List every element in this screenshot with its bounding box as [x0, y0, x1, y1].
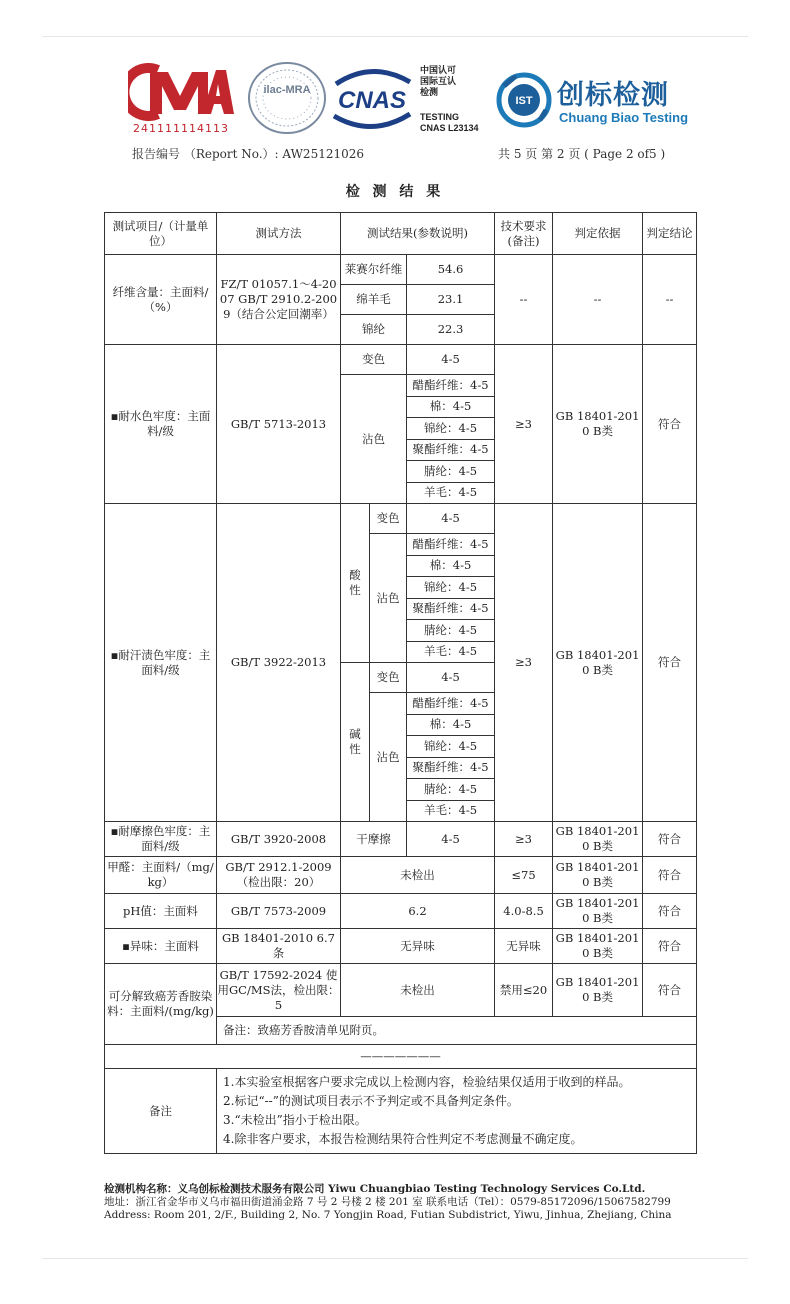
alkali-stain-value: 醋酯纤维：4-5: [407, 693, 495, 715]
rubbing-label: 干摩擦: [341, 822, 407, 857]
alkali-change-value: 4-5: [407, 663, 495, 693]
water-stain-value: 棉：4-5: [407, 396, 495, 418]
cnas-en-line: TESTING: [420, 112, 460, 122]
remark-item: 3.“未检出”指小于检出限。: [223, 1113, 367, 1127]
rubbing-item: ▪耐摩擦色牢度：主面料/级: [105, 822, 217, 857]
remark-item: 4.除非客户要求，本报告检测结果符合性判定不考虑测量不确定度。: [223, 1132, 583, 1146]
ph-conclusion: 符合: [643, 894, 697, 929]
cnas-en-line: CNAS L23134: [420, 123, 479, 133]
sweat-method: GB/T 3922-2013: [217, 504, 341, 822]
table-row: [105, 929, 697, 964]
ist-logo: [496, 72, 552, 128]
company-name-en: Chuang Biao Testing: [559, 110, 689, 125]
amine-basis: GB 18401-2010 B类: [553, 964, 643, 1017]
formaldehyde-conclusion: 符合: [643, 857, 697, 894]
company-name-cn: 创标检测: [557, 80, 669, 111]
odor-conclusion: 符合: [643, 929, 697, 964]
amine-method: GB/T 17592-2024 使用GC/MS法，检出限：5: [217, 964, 341, 1017]
water-requirement: ≥3: [495, 345, 553, 504]
remark-item: 1.本实验室根据客户要求完成以上检测内容，检验结果仅适用于收到的样品。: [223, 1075, 631, 1089]
cnas-cn-text: [420, 66, 456, 99]
cnas-en-text: [420, 112, 500, 134]
acid-stain-value: 棉：4-5: [407, 555, 495, 577]
fiber-basis: --: [553, 255, 643, 345]
alkali-stain-label: 沾色: [370, 693, 407, 822]
ph-item: pH值：主面料: [105, 894, 217, 929]
fiber-method: FZ/T 01057.1～4-2007 GB/T 2910.2-2009（结合公定回潮率）: [217, 255, 341, 345]
sweat-item: ▪耐汗渍色牢度：主面料/级: [105, 504, 217, 822]
water-stain-label: 沾色: [341, 375, 407, 504]
odor-item: ▪异味：主面料: [105, 929, 217, 964]
header-item: 测试项目/（计量单位）: [105, 213, 217, 255]
alkali-stain-value: 腈纶：4-5: [407, 779, 495, 801]
rubbing-requirement: ≥3: [495, 822, 553, 857]
odor-requirement: 无异味: [495, 929, 553, 964]
amine-item: 可分解致癌芳香胺染料：主面料/(mg/kg): [105, 964, 217, 1045]
alkali-stain-value: 羊毛：4-5: [407, 800, 495, 822]
top-divider: [42, 36, 748, 37]
fiber-value: 54.6: [407, 255, 495, 285]
alkali-stain-value: 棉：4-5: [407, 714, 495, 736]
water-basis: GB 18401-2010 B类: [553, 345, 643, 504]
formaldehyde-item: 甲醛：主面料/（mg/kg）: [105, 857, 217, 894]
table-row: [105, 857, 697, 894]
formaldehyde-requirement: ≤75: [495, 857, 553, 894]
page-title: 检 测 结 果: [345, 184, 445, 200]
sweat-requirement: ≥3: [495, 504, 553, 822]
acid-stain-value: 醋酯纤维：4-5: [407, 534, 495, 556]
water-change-value: 4-5: [407, 345, 495, 375]
cnas-logo-text: CNAS: [337, 87, 407, 114]
water-method: GB/T 5713-2013: [217, 345, 341, 504]
water-item: ▪耐水色牢度：主面料/级: [105, 345, 217, 504]
footer-address-en: Address: Room 201, 2/F., Building 2, No. 7 Yongjin Road, Futian Subdistrict, Yiwu, Jinhua, Zhejiang, China: [104, 1209, 672, 1221]
table-row: [105, 894, 697, 929]
water-stain-value: 锦纶：4-5: [407, 418, 495, 440]
ph-method: GB/T 7573-2009: [217, 894, 341, 929]
ilac-mra-logo: [246, 60, 328, 136]
table-divider: ———————: [105, 1045, 697, 1069]
header-method: 测试方法: [217, 213, 341, 255]
table-row: [105, 345, 697, 375]
cnas-cn-line: 国际互认: [420, 77, 457, 87]
rubbing-conclusion: 符合: [643, 822, 697, 857]
fiber-value: 22.3: [407, 315, 495, 345]
odor-method: GB 18401-2010 6.7条: [217, 929, 341, 964]
header-basis: 判定依据: [553, 213, 643, 255]
ph-basis: GB 18401-2010 B类: [553, 894, 643, 929]
fiber-item: 纤维含量：主面料/（%）: [105, 255, 217, 345]
fiber-requirement: --: [495, 255, 553, 345]
water-stain-value: 醋酯纤维：4-5: [407, 375, 495, 397]
acid-label: 酸性: [341, 504, 370, 663]
fiber-value: 23.1: [407, 285, 495, 315]
water-change-label: 变色: [341, 345, 407, 375]
acid-change-value: 4-5: [407, 504, 495, 534]
table-row: [105, 964, 697, 1017]
ph-requirement: 4.0-8.5: [495, 894, 553, 929]
page-info: 共 5 页 第 2 页 ( Page 2 of5 ): [498, 147, 666, 161]
acid-stain-value: 锦纶：4-5: [407, 577, 495, 599]
alkali-stain-value: 聚酯纤维：4-5: [407, 757, 495, 779]
alkali-stain-value: 锦纶：4-5: [407, 736, 495, 758]
table-row: [105, 255, 697, 285]
acid-change-label: 变色: [370, 504, 407, 534]
table-row: [105, 1045, 697, 1069]
formaldehyde-basis: GB 18401-2010 B类: [553, 857, 643, 894]
cnas-logo: [326, 66, 418, 132]
acid-stain-value: 腈纶：4-5: [407, 620, 495, 642]
amine-requirement: 禁用≤20: [495, 964, 553, 1017]
water-stain-value: 腈纶：4-5: [407, 461, 495, 483]
acid-stain-label: 沾色: [370, 534, 407, 663]
water-stain-value: 羊毛：4-5: [407, 482, 495, 504]
table-row: [105, 1069, 697, 1154]
odor-basis: GB 18401-2010 B类: [553, 929, 643, 964]
rubbing-basis: GB 18401-2010 B类: [553, 822, 643, 857]
odor-result: 无异味: [341, 929, 495, 964]
water-conclusion: 符合: [643, 345, 697, 504]
results-table: [104, 212, 697, 1154]
sweat-basis: GB 18401-2010 B类: [553, 504, 643, 822]
ma-number: 241111114113: [133, 122, 229, 135]
fiber-name: 莱赛尔纤维: [341, 255, 407, 285]
table-row: [105, 822, 697, 857]
cma-logo: [128, 62, 234, 122]
ist-badge-text: IST: [515, 95, 533, 107]
sweat-conclusion: 符合: [643, 504, 697, 822]
header-result: 测试结果(参数说明): [341, 213, 495, 255]
alkali-label: 碱性: [341, 663, 370, 822]
acid-stain-value: 羊毛：4-5: [407, 641, 495, 663]
footer: [104, 1183, 672, 1222]
acid-stain-value: 聚酯纤维：4-5: [407, 598, 495, 620]
table-header-row: [105, 213, 697, 255]
header-conclusion: 判定结论: [643, 213, 697, 255]
ilac-text: ilac-MRA: [263, 84, 311, 96]
rubbing-method: GB/T 3920-2008: [217, 822, 341, 857]
header-logos: [128, 60, 688, 138]
water-stain-value: 聚酯纤维：4-5: [407, 439, 495, 461]
table-row: [105, 504, 697, 534]
amine-result: 未检出: [341, 964, 495, 1017]
bottom-divider: [42, 1258, 748, 1259]
footer-org: 检测机构名称：义乌创标检测技术服务有限公司 Yiwu Chuangbiao Testing Technology Services Co.Ltd.: [104, 1183, 646, 1195]
amine-conclusion: 符合: [643, 964, 697, 1017]
formaldehyde-method: GB/T 2912.1-2009（检出限：20）: [217, 857, 341, 894]
remarks-list: [217, 1069, 697, 1154]
header-requirement: 技术要求(备注): [495, 213, 553, 255]
formaldehyde-result: 未检出: [341, 857, 495, 894]
ph-result: 6.2: [341, 894, 495, 929]
fiber-name: 绵羊毛: [341, 285, 407, 315]
rubbing-value: 4-5: [407, 822, 495, 857]
report-number: 报告编号 （Report No.）: AW25121026: [132, 147, 365, 161]
remarks-label: 备注: [105, 1069, 217, 1154]
cnas-cn-line: 中国认可: [420, 66, 457, 76]
cnas-cn-line: 检测: [420, 88, 439, 98]
fiber-conclusion: --: [643, 255, 697, 345]
alkali-change-label: 变色: [370, 663, 407, 693]
remark-item: 2.标记“--”的测试项目表示不予判定或不具备判定条件。: [223, 1094, 519, 1108]
fiber-name: 锦纶: [341, 315, 407, 345]
footer-address-cn: 地址：浙江省金华市义乌市福田街道涌金路 7 号 2 号楼 2 楼 201 室 联系电话（Tel）：0579-85172096/15067582799: [104, 1196, 671, 1208]
amine-note: 备注：致癌芳香胺清单见附页。: [217, 1017, 697, 1045]
